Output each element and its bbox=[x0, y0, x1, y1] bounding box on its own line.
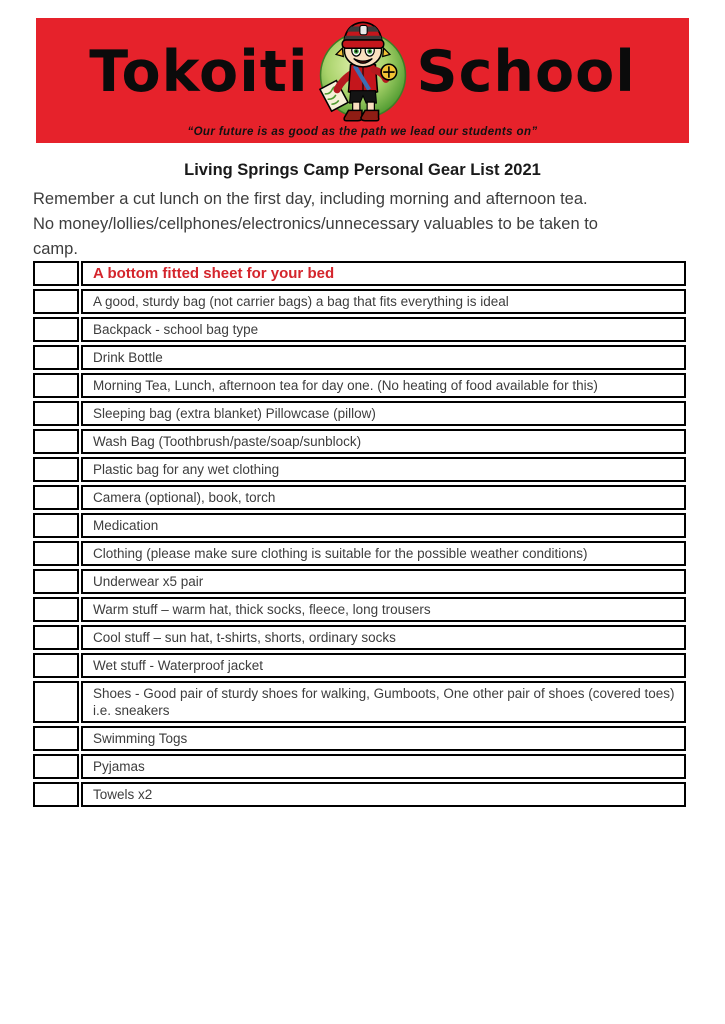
gear-item-label: Camera (optional), book, torch bbox=[81, 485, 686, 510]
school-mascot-icon bbox=[311, 13, 415, 129]
checkbox-cell bbox=[33, 289, 79, 314]
gear-item-label: Sleeping bag (extra blanket) Pillowcase (pillow) bbox=[81, 401, 686, 426]
gear-item-label: Clothing (please make sure clothing is suitable for the possible weather conditions) bbox=[81, 541, 686, 566]
table-row bbox=[33, 513, 686, 538]
gear-item-label: Towels x2 bbox=[81, 782, 686, 807]
school-name-right: School bbox=[416, 39, 636, 105]
table-row bbox=[33, 373, 686, 398]
table-row bbox=[33, 681, 686, 723]
table-row bbox=[33, 457, 686, 482]
school-banner bbox=[36, 18, 689, 143]
table-row bbox=[33, 625, 686, 650]
gear-item-label: Wash Bag (Toothbrush/paste/soap/sunblock) bbox=[81, 429, 686, 454]
checkbox-cell bbox=[33, 541, 79, 566]
checkbox-cell bbox=[33, 457, 79, 482]
gear-item-label: Cool stuff – sun hat, t-shirts, shorts, ordinary socks bbox=[81, 625, 686, 650]
gear-checklist-table bbox=[31, 258, 688, 810]
intro-paragraph bbox=[33, 187, 693, 262]
table-row bbox=[33, 754, 686, 779]
checkbox-cell bbox=[33, 373, 79, 398]
page-title: Living Springs Camp Personal Gear List 2021 bbox=[184, 161, 541, 179]
table-row bbox=[33, 429, 686, 454]
checkbox-cell bbox=[33, 345, 79, 370]
gear-item-label: Swimming Togs bbox=[81, 726, 686, 751]
checkbox-cell bbox=[33, 681, 79, 723]
checkbox-cell bbox=[33, 569, 79, 594]
gear-item-label: Medication bbox=[81, 513, 686, 538]
school-name-left: Tokoiti bbox=[89, 39, 309, 105]
table-row bbox=[33, 317, 686, 342]
intro-line: No money/lollies/cellphones/electronics/unnecessary valuables to be taken to bbox=[33, 215, 598, 233]
checkbox-cell bbox=[33, 625, 79, 650]
checkbox-cell bbox=[33, 597, 79, 622]
intro-line: Remember a cut lunch on the first day, including morning and afternoon tea. bbox=[33, 190, 588, 208]
table-row bbox=[33, 597, 686, 622]
intro-line: camp. bbox=[33, 240, 78, 258]
school-tagline: “Our future is as good as the path we lead our students on” bbox=[187, 126, 538, 138]
gear-item-label: Warm stuff – warm hat, thick socks, fleece, long trousers bbox=[81, 597, 686, 622]
gear-item-label: Drink Bottle bbox=[81, 345, 686, 370]
gear-item-label: Shoes - Good pair of sturdy shoes for walking, Gumboots, One other pair of shoes (covered toes) i.e. sneakers bbox=[81, 681, 686, 723]
table-row bbox=[33, 261, 686, 286]
checkbox-cell bbox=[33, 261, 79, 286]
checkbox-cell bbox=[33, 782, 79, 807]
checkbox-cell bbox=[33, 513, 79, 538]
table-row bbox=[33, 726, 686, 751]
gear-item-label: Backpack - school bag type bbox=[81, 317, 686, 342]
checkbox-cell bbox=[33, 429, 79, 454]
checkbox-cell bbox=[33, 401, 79, 426]
checkbox-cell bbox=[33, 485, 79, 510]
gear-item-label: Plastic bag for any wet clothing bbox=[81, 457, 686, 482]
gear-item-label: Morning Tea, Lunch, afternoon tea for day one. (No heating of food available for this) bbox=[81, 373, 686, 398]
table-row bbox=[33, 485, 686, 510]
checkbox-cell bbox=[33, 653, 79, 678]
checkbox-cell bbox=[33, 726, 79, 751]
table-row bbox=[33, 782, 686, 807]
checkbox-cell bbox=[33, 754, 79, 779]
gear-item-label: A good, sturdy bag (not carrier bags) a bag that fits everything is ideal bbox=[81, 289, 686, 314]
table-row bbox=[33, 289, 686, 314]
gear-item-label: Wet stuff - Waterproof jacket bbox=[81, 653, 686, 678]
checkbox-cell bbox=[33, 317, 79, 342]
gear-item-label: A bottom fitted sheet for your bed bbox=[81, 261, 686, 286]
table-row bbox=[33, 541, 686, 566]
table-row bbox=[33, 401, 686, 426]
table-row bbox=[33, 569, 686, 594]
gear-item-label: Pyjamas bbox=[81, 754, 686, 779]
gear-item-label: Underwear x5 pair bbox=[81, 569, 686, 594]
table-row bbox=[33, 345, 686, 370]
table-row bbox=[33, 653, 686, 678]
